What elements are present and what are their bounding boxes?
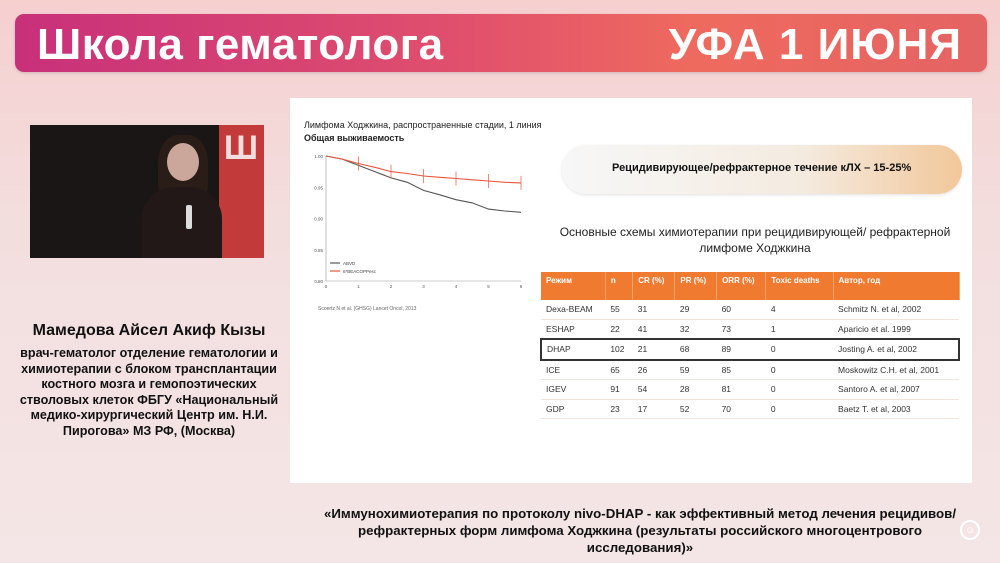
table-cell: 81 — [717, 380, 766, 400]
table-cell: 17 — [633, 399, 675, 419]
event-date: УФА 1 ИЮНЯ — [668, 20, 962, 69]
x-tick-label: 4 — [454, 284, 458, 289]
y-tick-label: 0.80 — [314, 279, 323, 284]
speaker-body — [142, 187, 222, 258]
y-tick-label: 1.00 — [314, 154, 323, 159]
table-cell: Schmitz N. et al, 2002 — [833, 300, 959, 319]
table-cell: DHAP — [541, 339, 605, 360]
table-cell: 0 — [766, 399, 833, 419]
table-cell: 23 — [605, 399, 632, 419]
speaker-name: Мамедова Айсел Акиф Кызы — [32, 322, 266, 339]
microphone-icon — [186, 205, 192, 229]
table-cell: 55 — [605, 300, 632, 319]
table-cell: 32 — [675, 319, 717, 339]
table-cell: 0 — [766, 360, 833, 380]
table-cell: 91 — [605, 380, 632, 400]
table-cell: 31 — [633, 300, 675, 319]
table-cell: 89 — [717, 339, 766, 360]
relapse-rate-text: Рецидивирующее/рефрактерное течение кЛХ – 15-25% — [612, 162, 912, 174]
wall-letter: Ш — [223, 129, 258, 167]
table-row — [541, 399, 959, 419]
table-cell: Baetz T. et al, 2003 — [833, 399, 959, 419]
table-cell: 0 — [766, 339, 833, 360]
table-cell: Aparicio et al. 1999 — [833, 319, 959, 339]
table-cell: 70 — [717, 399, 766, 419]
school-title: Школа гематолога — [37, 20, 444, 69]
table-row — [541, 360, 959, 380]
table-row — [541, 300, 959, 319]
x-tick-label: 2 — [389, 284, 393, 289]
table-body — [541, 300, 959, 419]
table-cell: 68 — [675, 339, 717, 360]
table-cell: GDP — [541, 399, 605, 419]
table-cell: ESHAP — [541, 319, 605, 339]
table-header-cell: CR (%) — [633, 272, 675, 300]
relapse-rate-pill — [562, 145, 962, 194]
table-cell: 0 — [766, 380, 833, 400]
x-tick-label: 3 — [422, 284, 425, 289]
table-title: Основные схемы химиотерапии при рецидивирующей/ рефрактерной лимфоме Ходжкина — [559, 225, 951, 255]
chart-title: Лимфома Ходжкина, распространенные стадии, 1 линия — [304, 120, 542, 130]
table-cell: 41 — [633, 319, 675, 339]
table-header-cell: Автор, год — [833, 272, 959, 300]
presentation-slide — [290, 98, 972, 483]
talk-title: «Иммунохимиотерапия по протоколу nivo-DHAP - как эффективный метод лечения рецидивов/рефрактерных форм лимфома Ходжкина (результаты российского многоцентрового исследования)» — [323, 506, 957, 555]
table-cell: 28 — [675, 380, 717, 400]
table-cell: 54 — [633, 380, 675, 400]
table-cell: 59 — [675, 360, 717, 380]
x-tick-label: 5 — [487, 284, 490, 289]
table-cell: IGEV — [541, 380, 605, 400]
y-tick-label: 0.95 — [314, 185, 323, 191]
table-cell: 1 — [766, 319, 833, 339]
chart-citation: Scoertz N et al. (GHSG) Lancet Oncol, 2013 — [318, 306, 417, 312]
table-header-cell: Режим — [541, 272, 605, 300]
title-banner — [15, 14, 987, 72]
table-cell: 22 — [605, 319, 632, 339]
table-cell: Josting A. et al, 2002 — [833, 339, 959, 360]
table-row — [541, 319, 959, 339]
speaker-description: врач-гематолог отделение гематологии и химиотерапии с блоком трансплантации костного мозга и гемопоэтических стволовых клеток ФБГУ «Национальный медико-хирургический Центр им. Н.И. Пирогова» МЗ РФ, (Москва) — [19, 346, 279, 438]
legend-label: 6*BEACOPPesc — [343, 269, 377, 274]
table-cell: Dexa-BEAM — [541, 300, 605, 319]
table-cell: ICE — [541, 360, 605, 380]
table-header-cell: PR (%) — [675, 272, 717, 300]
legend-label: ABVD — [343, 261, 356, 266]
speaker-face — [167, 143, 199, 181]
table-cell: Moskowitz C.H. et al, 2001 — [833, 360, 959, 380]
table-cell: 73 — [717, 319, 766, 339]
table-cell: 29 — [675, 300, 717, 319]
table-header-cell: ORR (%) — [717, 272, 766, 300]
chart-subtitle: Общая выживаемость — [304, 133, 405, 143]
table-cell: 102 — [605, 339, 632, 360]
y-tick-label: 0.85 — [314, 247, 323, 253]
regimens-table — [540, 272, 960, 419]
survival-chart — [304, 148, 534, 306]
y-tick-label: 0.90 — [314, 216, 323, 222]
table-cell: 52 — [675, 399, 717, 419]
series-line-0 — [326, 156, 521, 212]
table-cell: 85 — [717, 360, 766, 380]
x-tick-label: 1 — [357, 284, 360, 289]
table-header-cell: n — [605, 272, 632, 300]
table-cell: 60 — [717, 300, 766, 319]
table-cell: 26 — [633, 360, 675, 380]
channel-logo-icon: ⊙ — [960, 520, 980, 540]
table-row — [541, 380, 959, 400]
table-cell: Santoro A. et al, 2007 — [833, 380, 959, 400]
table-cell: 4 — [766, 300, 833, 319]
table-header-cell: Toxic deaths — [766, 272, 833, 300]
table-cell: 21 — [633, 339, 675, 360]
speaker-video — [30, 125, 264, 258]
x-tick-label: 0 — [324, 284, 328, 289]
table-header-row — [541, 272, 959, 300]
x-tick-label: 6 — [519, 284, 523, 289]
table-row — [541, 339, 959, 360]
speaker-info — [14, 322, 284, 439]
table-cell: 65 — [605, 360, 632, 380]
